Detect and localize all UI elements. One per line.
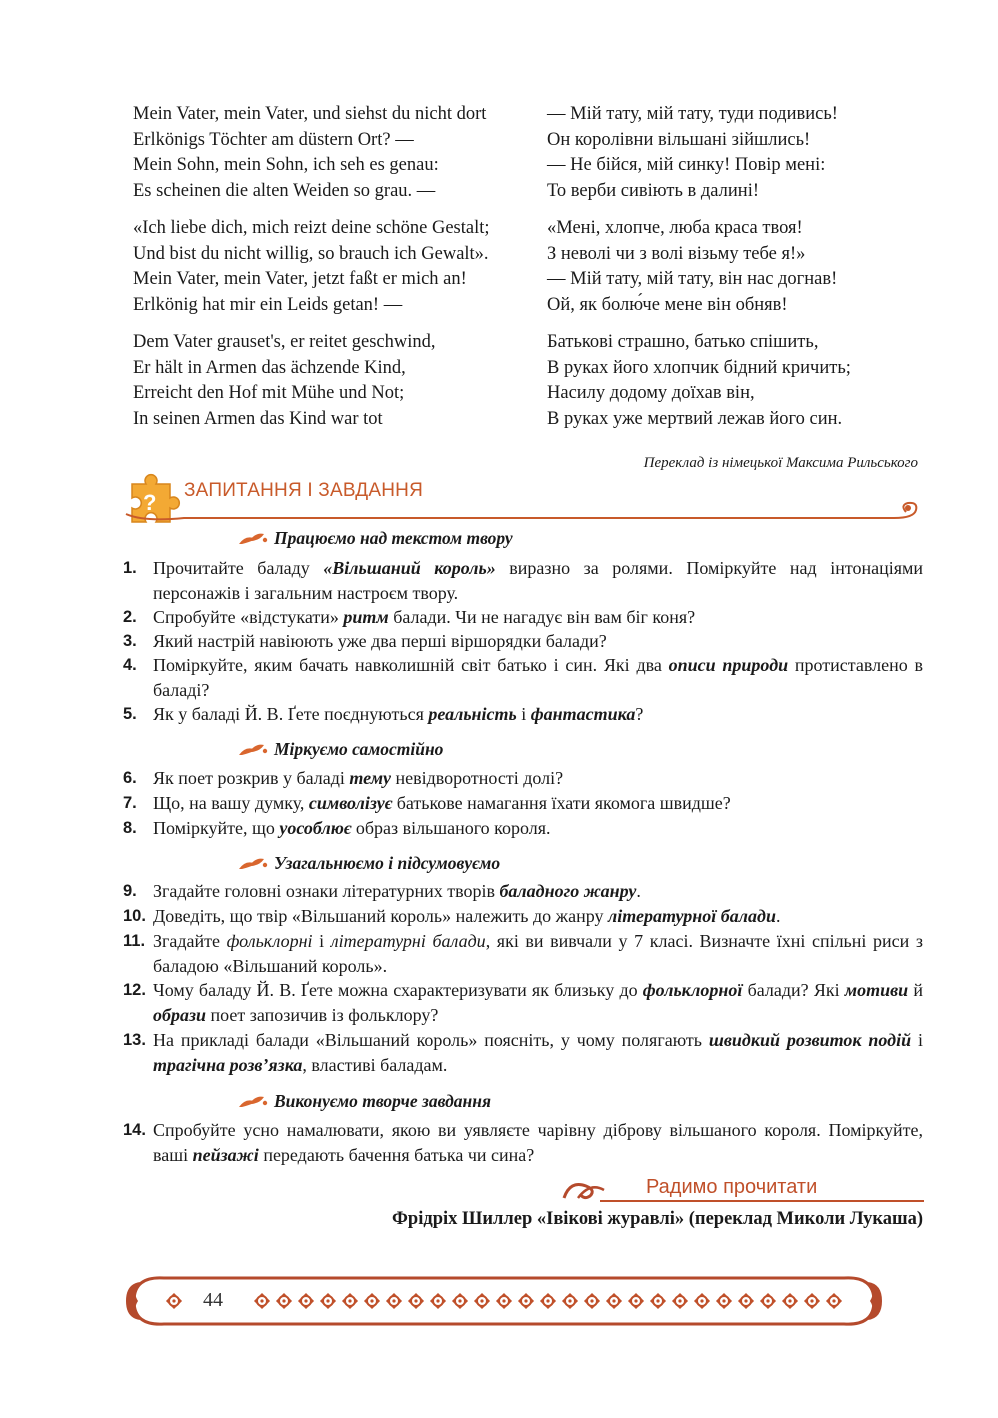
german-line: Erlkönigs Töchter am düstern Ort? —	[133, 129, 414, 150]
task-item	[123, 702, 923, 727]
ukrainian-stanza	[547, 216, 923, 318]
ukrainian-line: З неволі чи з волі візьму тебе я!»	[547, 243, 806, 264]
section-heading	[238, 853, 500, 874]
ukrainian-line: В руках його хлопчик бідний кричить;	[547, 357, 851, 378]
ornament-motif	[563, 1294, 577, 1308]
task-text: Прочитайте баладу «Вільшаний король» виразно за ролями. Поміркуйте над інтонаціями персонажів і загальним настроєм твору.	[153, 558, 924, 603]
recommend-header	[560, 1172, 924, 1208]
ukrainian-line: — Мій тату, мій тату, він нас догнав!	[547, 269, 838, 289]
puzzle-icon	[132, 475, 179, 522]
poem-ukrainian-column	[547, 102, 923, 444]
task-number: 12.	[123, 981, 146, 999]
task-text: Який настрій навіюють уже два перші віршорядки балади?	[153, 631, 607, 651]
questions-header	[124, 470, 924, 530]
task-text: Поміркуйте, що уособлює образ вільшаного короля.	[153, 818, 551, 838]
task-text: Чому баладу Й. В. Ґете можна схарактеризувати як близьку до фольклорної балади? Які мотиви й образи поет запозичив із фольклору?	[153, 980, 923, 1025]
poem	[133, 102, 923, 462]
german-line: Mein Vater, mein Vater, jetzt faßt er mich an!	[133, 269, 467, 289]
ornament-motif	[761, 1294, 775, 1308]
task-item	[123, 978, 923, 1027]
ornament-motif	[343, 1294, 357, 1308]
task-number: 6.	[123, 769, 137, 787]
ornament-motif	[783, 1294, 797, 1308]
ornament-motif	[717, 1294, 731, 1308]
ukrainian-line: В руках уже мертвий лежав його син.	[547, 408, 843, 429]
ornament-motif	[409, 1294, 423, 1308]
ornament-motif	[519, 1294, 533, 1308]
section-heading	[238, 1091, 491, 1112]
ornament-band	[124, 1270, 884, 1332]
section-heading	[238, 528, 513, 549]
task-number: 11.	[123, 932, 146, 950]
section-title: Узагальнюємо і підсумовуємо	[274, 853, 501, 873]
ornament-motif	[475, 1294, 489, 1308]
task-item	[123, 1118, 923, 1167]
page-number: 44	[194, 1286, 232, 1314]
ukrainian-stanza	[547, 102, 923, 204]
ukrainian-line: «Мені, хлопче, люба краса твоя!	[547, 218, 803, 238]
task-item	[123, 791, 923, 816]
ornament-motif	[695, 1294, 709, 1308]
ornament-motif	[387, 1294, 401, 1308]
ornament-motif	[255, 1294, 269, 1308]
task-item	[123, 816, 923, 841]
ornament-motif	[739, 1294, 753, 1308]
ornament-motif	[827, 1294, 841, 1308]
leaf-ornament-icon	[238, 530, 268, 548]
task-number: 3.	[123, 632, 137, 650]
svg-text:?: ?	[143, 490, 157, 515]
task-text: Як у баладі Й. В. Ґете поєднуються реальність і фантастика?	[153, 704, 644, 724]
ornament-motif	[585, 1294, 599, 1308]
german-stanza	[133, 330, 523, 432]
ornament-motif	[431, 1294, 445, 1308]
task-text: На прикладі балади «Вільшаний король» поясніть, у чому полягають швидкий розвиток подій і трагічна розв’язка, властиві баладам.	[153, 1030, 923, 1075]
german-line: «Ich liebe dich, mich reizt deine schöne Gestalt;	[133, 218, 490, 238]
ornament-motif	[453, 1294, 467, 1308]
task-number: 5.	[123, 705, 137, 723]
section-title: Працюємо над текстом твору	[274, 528, 513, 548]
ukrainian-line: То верби сивіють в далині!	[547, 180, 760, 201]
task-number: 14.	[123, 1121, 146, 1139]
ukrainian-line: — Не бійся, мій синку! Повір мені:	[547, 155, 826, 175]
section-title: Міркуємо самостійно	[274, 739, 444, 759]
german-line: Erlkönig hat mir ein Leids getan! —	[133, 294, 403, 315]
task-item	[123, 653, 923, 702]
ornament-motif	[299, 1294, 313, 1308]
ornament-motif	[321, 1294, 335, 1308]
translation-credit: Переклад із німецької Максима Рильського	[643, 455, 918, 471]
german-line: Mein Sohn, mein Sohn, ich seh es genau:	[133, 155, 439, 175]
leaf-ornament-icon	[238, 855, 268, 873]
ornament-motif	[805, 1294, 819, 1308]
ornament-motif	[629, 1294, 643, 1308]
recommended-book: Фрідріх Шиллер «Івікові журавлі» (переклад Миколи Лукаша)	[392, 1209, 923, 1229]
task-text: Як поет розкрив у баладі тему невідворотності долі?	[153, 768, 564, 788]
task-item	[123, 879, 923, 904]
task-number: 10.	[123, 907, 146, 925]
task-text: Спробуйте усно намалювати, якою ви уявляєте чарівну діброву вільшаного короля. Поміркуйте, ваші пейзажі передають бачення батька чи сина?	[153, 1120, 923, 1165]
task-item	[123, 766, 923, 791]
german-line: Mein Vater, mein Vater, und siehst du nicht dort	[133, 104, 487, 124]
german-line: Er hält in Armen das ächzende Kind,	[133, 357, 406, 378]
ornament-motif	[673, 1294, 687, 1308]
recommend-label: Радимо прочитати	[646, 1176, 818, 1198]
german-line: Es scheinen die alten Weiden so grau. —	[133, 180, 436, 201]
german-line: In seinen Armen das Kind war tot	[133, 408, 383, 429]
task-item	[123, 605, 923, 630]
task-text: Спробуйте «відстукати» ритм балади. Чи не нагадує він вам біг коня?	[153, 607, 696, 627]
ukrainian-line: Он королівни вільшані зійшлись!	[547, 129, 811, 150]
questions-title: ЗАПИТАННЯ І ЗАВДАННЯ	[184, 480, 424, 501]
poem-german-column	[133, 102, 523, 444]
section-heading	[238, 739, 443, 760]
ornament-motif	[365, 1294, 379, 1308]
task-item	[123, 1028, 923, 1077]
ornament-motif	[277, 1294, 291, 1308]
german-line: Dem Vater grauset's, er reitet geschwind,	[133, 332, 436, 352]
ukrainian-line: Батькові страшно, батько спішить,	[547, 332, 819, 352]
section-title: Виконуємо творче завдання	[274, 1091, 491, 1111]
german-line: Und bist du nicht willig, so brauch ich Gewalt».	[133, 243, 489, 264]
task-number: 9.	[123, 882, 137, 900]
task-number: 8.	[123, 819, 137, 837]
german-stanza	[133, 102, 523, 204]
task-text: Доведіть, що твір «Вільшаний король» належить до жанру літературної балади.	[153, 906, 781, 926]
task-text: Згадайте фольклорні і літературні балади, які ви вивчали у 7 класі. Визначте їхні спільні риси з баладою «Вільшаний король».	[153, 931, 923, 976]
swirl-icon	[564, 1185, 604, 1199]
task-text: Поміркуйте, яким бачать навколишній світ батько і син. Які два описи природи протиставлено в баладі?	[153, 655, 923, 700]
ukrainian-line: Насилу додому доїхав він,	[547, 383, 755, 403]
task-number: 2.	[123, 608, 137, 626]
task-item	[123, 629, 923, 654]
ornament-motif	[607, 1294, 621, 1308]
task-text: Згадайте головні ознаки літературних творів баладного жанру.	[153, 881, 641, 901]
task-text: Що, на вашу думку, символізує батькове намагання їхати якомога швидше?	[153, 793, 731, 813]
task-item	[123, 556, 923, 605]
task-number: 13.	[123, 1031, 146, 1049]
footer-ornament	[124, 1270, 884, 1332]
ornament-motif	[167, 1294, 181, 1308]
leaf-ornament-icon	[238, 741, 268, 759]
leaf-ornament-icon	[238, 1093, 268, 1111]
ukrainian-stanza	[547, 330, 923, 432]
german-line: Erreicht den Hof mit Mühe und Not;	[133, 383, 405, 403]
task-item	[123, 904, 923, 929]
ukrainian-line: Ой, як болю́че мене він обняв!	[547, 294, 788, 315]
german-stanza	[133, 216, 523, 318]
ornament-motif	[651, 1294, 665, 1308]
ornament-motif	[541, 1294, 555, 1308]
task-number: 7.	[123, 794, 137, 812]
task-item	[123, 929, 923, 978]
ornament-motif	[497, 1294, 511, 1308]
task-number: 1.	[123, 559, 137, 577]
ukrainian-line: — Мій тату, мій тату, туди подивись!	[547, 104, 838, 124]
task-number: 4.	[123, 656, 137, 674]
